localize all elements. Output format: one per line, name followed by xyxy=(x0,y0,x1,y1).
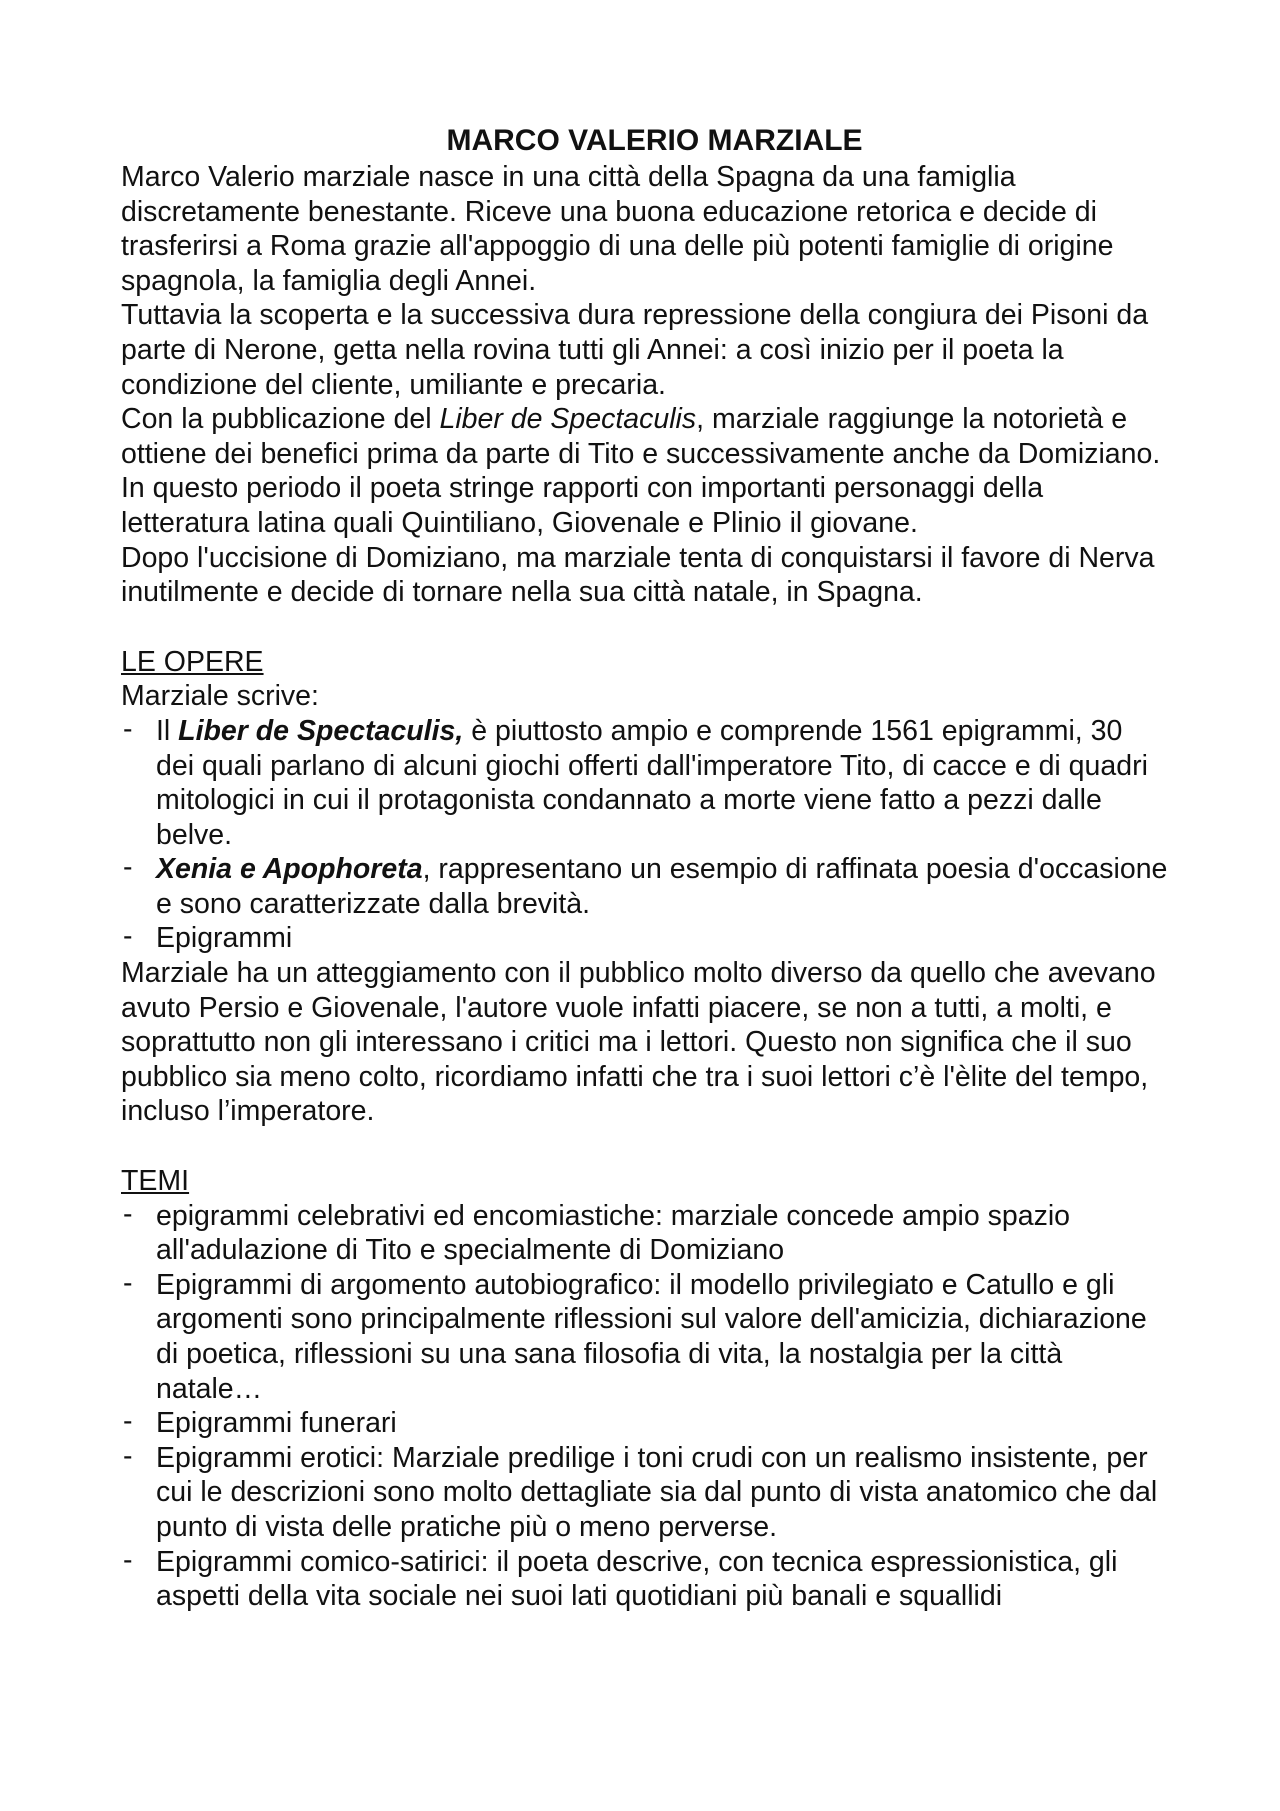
opere-item-text: , rappresentano un esempio di raffinata poesia d'occasione e sono caratterizzate dalla brevità. xyxy=(156,853,1168,920)
temi-item: - Epigrammi comico-satirici: il poeta descrive, con tecnica espressionistica, gli aspetti della vita sociale nei suoi lati quotidiani più banali e squallidi xyxy=(121,1545,1168,1614)
temi-heading: TEMI xyxy=(121,1165,190,1198)
temi-item: - Epigrammi di argomento autobiografico: il modello privilegiato e Catullo e gli argomenti sono principalmente riflessioni sul valore dell'amicizia, dichiarazione di poetica, riflessioni su una sana filosofia di vita, la nostalgia per la città natale… xyxy=(121,1268,1168,1406)
bio-paragraph-5: Dopo l'uccisione di Domiziano, ma marziale tenta di conquistarsi il favore di Nerva inutilmente e decide di tornare nella sua città natale, in Spagna. xyxy=(121,541,1155,609)
bio-paragraph-1: Marco Valerio marziale nasce in una città della Spagna da una famiglia discretamente benestante. Riceve una buona educazione retorica e decide di trasferirsi a Roma grazie all'appoggio di una delle più potenti famiglie di origine spagnola, la famiglia degli Annei. xyxy=(121,161,1114,297)
opere-item-emph: Liber de Spectaculis, xyxy=(178,714,464,747)
bio-p3-after: , marziale raggiunge la notorietà e ottiene dei benefici prima da parte di Tito e successivamente anche da Domiziano. xyxy=(121,403,1161,470)
bio-paragraph-2: Tuttavia la scoperta e la successiva dura repressione della congiura dei Pisoni da parte di Nerone, getta nella rovina tutti gli Annei: a così inizio per il poeta la condizione del cliente, umiliante e precaria. xyxy=(121,299,1149,401)
opere-item-emph: Xenia e Apophoreta xyxy=(156,853,423,886)
temi-item: - Epigrammi erotici: Marziale predilige i toni crudi con un realismo insistente, per cui le descrizioni sono molto dettagliate sia dal punto di vista anatomico che dal punto di vista delle pratiche più o meno perverse. xyxy=(121,1441,1168,1545)
opere-intro: Marziale scrive: xyxy=(121,680,319,713)
temi-item: - epigrammi celebrativi ed encomiastiche: marziale concede ampio spazio all'adulazione di Tito e specialmente di Domiziano xyxy=(121,1199,1168,1268)
opere-item-text: Epigrammi xyxy=(156,922,293,955)
page-title: MARCO VALERIO MARZIALE xyxy=(446,124,863,157)
liber-title-italic: Liber de Spectaculis xyxy=(439,403,697,436)
opere-item xyxy=(121,852,1168,921)
opere-item xyxy=(121,921,1168,956)
temi-item: - Epigrammi funerari xyxy=(121,1406,1168,1441)
bio-paragraph-3 xyxy=(121,402,1168,471)
opere-paragraph: Marziale ha un atteggiamento con il pubblico molto diverso da quello che avevano avuto Persio e Giovenale, l'autore vuole infatti piacere, se non a tutti, a molti, e soprattutto non gli interessano i critici ma i lettori. Questo non significa che il suo pubblico sia meno colto, ricordiamo infatti che tra i suoi lettori c’è l'èlite del tempo, incluso l’imperatore. xyxy=(121,957,1156,1128)
temi-list xyxy=(121,1199,1168,1614)
opere-item-text: è piuttosto ampio e comprende 1561 epigrammi, 30 dei quali parlano di alcuni giochi offerti dall'imperatore Tito, di cacce e di quadri mitologici in cui il protagonista condannato a morte viene fatto a pezzi dalle belve. xyxy=(156,714,1148,851)
opere-list xyxy=(121,714,1168,956)
bio-p3-before: Con la pubblicazione del xyxy=(121,403,440,436)
bio-paragraph-4: In questo periodo il poeta stringe rapporti con importanti personaggi della letteratura latina quali Quintiliano, Giovenale e Plinio il giovane. xyxy=(121,472,1044,539)
opere-heading: LE OPERE xyxy=(121,645,264,678)
opere-item xyxy=(121,714,1168,852)
opere-item-prefix: Il xyxy=(156,714,179,747)
